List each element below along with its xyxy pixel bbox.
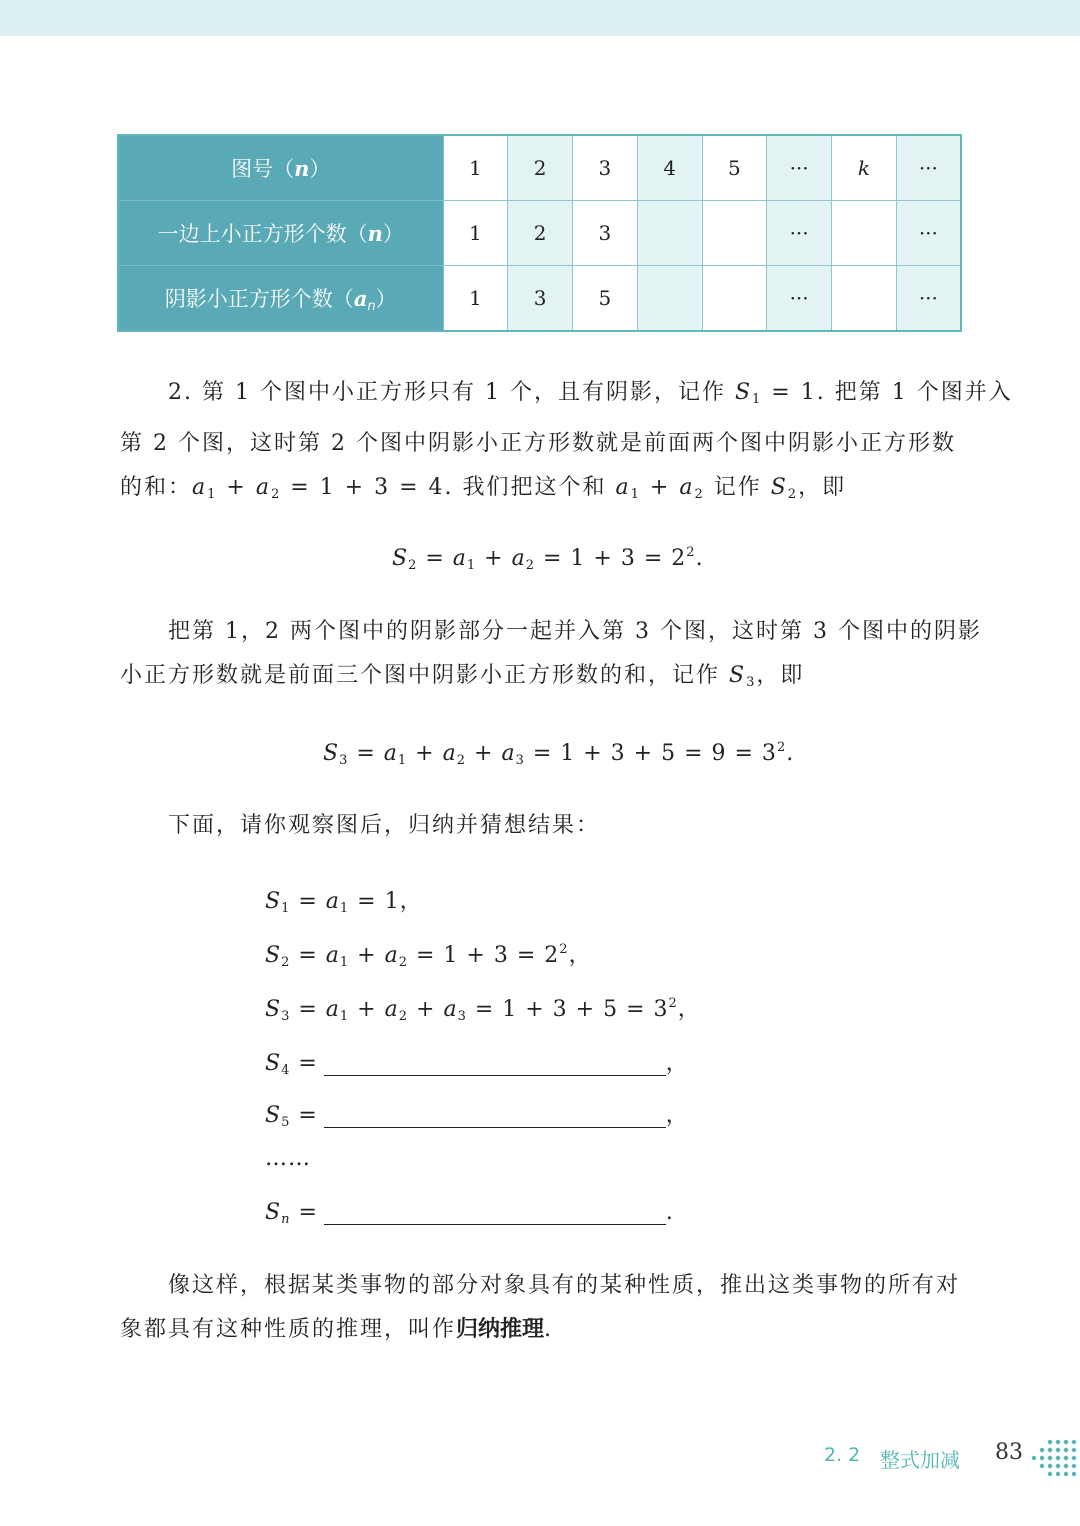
data-table [117,134,962,332]
list-sn: $S_n$ = . [265,1200,674,1227]
list-s4: $S_4$ = ， [265,1051,689,1078]
table-cell [702,201,767,266]
text-line: 像这样，根据某类事物的部分对象具有的某种性质，推出这类事物的所有对 [168,1273,961,1298]
text-line: 的和：$a_1 + a_2 = 1 + 3 = 4$. 我们把这个和 $a_1 + a_2$ 记作 $S_2$，即 [120,475,847,502]
text-line: 象都具有这种性质的推理，叫作归纳推理. [120,1317,554,1342]
table-row [118,266,961,332]
table-row [118,135,961,201]
table-cell [637,266,702,332]
top-band [0,0,1080,36]
list-ellipsis: …… [265,1146,311,1171]
table-cell: ··· [767,201,832,266]
text-line: 2. 第 1 个图中小正方形只有 1 个，且有阴影，记作 $S_1 = 1$. 把第 1 个图并入 [168,380,1013,407]
table-cell: 2 [508,135,573,201]
list-s2: $S_2 = a_1 + a_2 = 1 + 3 = 2^2$， [265,942,592,970]
paragraph-2 [120,371,1013,517]
section-number: 2. 2 [824,1444,861,1466]
table-cell: 3 [573,201,638,266]
text-line: 第 2 个图，这时第 2 个图中阴影小正方形数就是前面两个图中阴影小正方形数 [120,431,956,456]
list-s1: $S_1 = a_1 = 1$， [265,889,423,916]
dot-pattern-icon [1028,1438,1080,1480]
table-cell: 5 [573,266,638,332]
paragraph-3 [120,610,982,705]
row-header-figure-number: 图号（n） [118,135,443,201]
key-term: 归纳推理 [456,1317,545,1342]
table-cell: ··· [767,266,832,332]
table-row [118,201,961,266]
table-cell: 2 [508,201,573,266]
table-cell: ··· [896,266,961,332]
paragraph-definition [120,1264,960,1352]
table-cell: 3 [573,135,638,201]
text-line: 下面，请你观察图后，归纳并猜想结果： [168,813,601,838]
table-cell: 4 [637,135,702,201]
chapter-title: 整式加减 [880,1448,960,1472]
table-cell: 1 [443,266,508,332]
table-cell: ··· [896,201,961,266]
row-header-shaded-count: 阴影小正方形个数$(a_n)$ [118,266,443,332]
list-s3: $S_3 = a_1 + a_2 + a_3 = 1 + 3 + 5 = 3^2$， [265,996,701,1024]
table-cell: 1 [443,135,508,201]
list-s5: $S_5$ = ， [265,1103,689,1130]
table-cell [832,201,897,266]
table-cell: 1 [443,201,508,266]
paragraph-intro [120,804,960,848]
table-cell: 3 [508,266,573,332]
table-cell: k [832,135,897,201]
answer-blank[interactable] [324,1105,666,1128]
table-cell [832,266,897,332]
table-cell [702,266,767,332]
table-cell: 5 [702,135,767,201]
table-cell: ··· [896,135,961,201]
text-line: 把第 1，2 两个图中的阴影部分一起并入第 3 个图，这时第 3 个图中的阴影 [168,619,982,644]
answer-blank[interactable] [324,1202,666,1225]
equation-s2: $S_2 = a_1 + a_2 = 1 + 3 = 2^2$. [392,545,704,573]
table-cell: ··· [767,135,832,201]
answer-blank[interactable] [324,1053,666,1076]
row-header-side-count: 一边上小正方形个数（n） [118,201,443,266]
text-line: 小正方形数就是前面三个图中阴影小正方形数的和，记作 $S_3$，即 [120,663,805,690]
table-cell [637,201,702,266]
equation-s3: $S_3 = a_1 + a_2 + a_3 = 1 + 3 + 5 = 9 = 3^2$. [323,740,795,768]
page-number: 83 [995,1440,1023,1465]
